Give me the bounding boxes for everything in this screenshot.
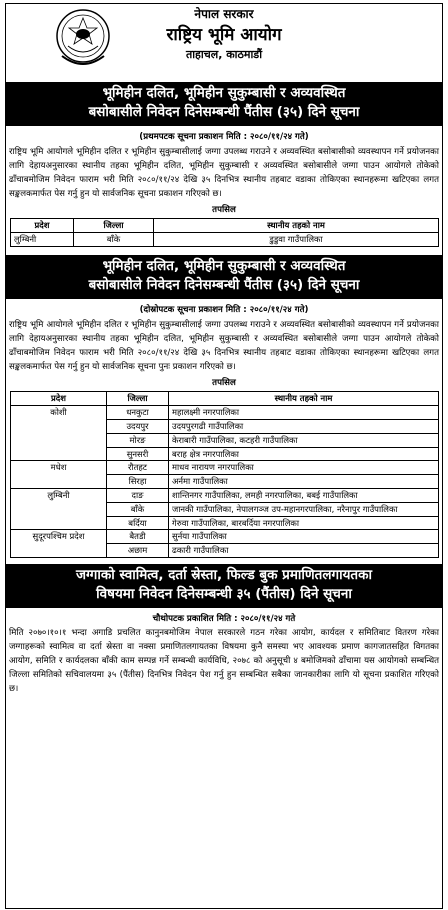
notice-page — [5, 3, 443, 909]
notice2-subtitle: (दोस्रोपटक सूचना प्रकाशन मिति : २०८०/११/२४ गते) — [139, 304, 309, 315]
commission-name: राष्ट्रिय भूमि आयोग — [166, 25, 282, 45]
district-cell: सुनसरी — [107, 447, 169, 461]
province-cell — [11, 502, 107, 516]
table-row — [11, 419, 439, 433]
table-row — [11, 516, 439, 530]
notice3-title — [6, 564, 442, 608]
table-row — [11, 502, 439, 516]
district-cell: सिरहा — [107, 475, 169, 489]
local-level-cell: माधव नारायण नगरपालिका — [169, 461, 439, 475]
table-row — [11, 233, 439, 247]
province-cell: लुम्बिनी — [11, 488, 107, 502]
table-row — [11, 544, 439, 558]
column-header: प्रदेश — [11, 392, 107, 406]
province-cell — [11, 419, 107, 433]
province-cell — [11, 516, 107, 530]
district-cell: अछाम — [107, 544, 169, 558]
notice3-subtitle: चौथोपटक प्रकाशित मिति : २०८०/११/२४ गते — [152, 613, 296, 624]
notice1-body: राष्ट्रिय भूमि आयोगले भूमिहीन दलित र भूमिहीन सुकुम्बासीलाई जग्गा उपलब्ध गराउने र अव्यवस्थित बसोबासीको व्यवस्थापन गर्ने प्रयोजनका लागि देहायअनुसारका स्थानीय तहका भूमिहीन दलित, भूमिहीन सुकुम्बासी र अव्यवस्थित बसोबासीले जग्गा पाउन आयोगले तोकेको ढाँचाबमोजिम निवेदन फाराम भरी मिति २०८०/११/२४ देखि ३५ दिनभित्र स्थानीय तहबाट वडाका तोकिएका स्थानहरूमा खटिएका लगत सङ्कलकमार्फत पेस गर्नु हुन यो सार्वजनिक सूचना प्रकाशन गरिएको छ। — [9, 147, 439, 200]
notice3-title-line1: जग्गाको स्वामित्व, दर्ता स्रेस्ता, फिल्ड बुक प्रमाणितलगायतका — [76, 566, 372, 583]
table-row — [11, 475, 439, 489]
commission-address: ताहाचल, काठमाडौं — [185, 48, 263, 61]
notice2-title-line2: बसोबासीले निवेदन दिनेसम्बन्धी पैंतीस (३५) दिने सूचना — [88, 276, 360, 293]
table-row — [11, 447, 439, 461]
local-level-cell: केराबारी गाउँपालिका, कटहरी गाउँपालिका — [169, 433, 439, 447]
province-cell: कोशी — [11, 406, 107, 420]
local-level-cell: गेरुवा गाउँपालिका, बारबर्दिया नगरपालिका — [169, 516, 439, 530]
table-header-row — [11, 219, 439, 233]
province-cell — [11, 475, 107, 489]
table-row — [11, 406, 439, 420]
notice1-table-caption: तपसिल — [212, 205, 236, 216]
table-row — [11, 488, 439, 502]
district-cell: रौतहट — [107, 461, 169, 475]
notice1-table — [10, 218, 439, 247]
notice1-subtitle: (प्रथमपटक सूचना प्रकाशन मिति : २०८०/११/२४ गते) — [139, 132, 309, 142]
notice1-title — [6, 82, 442, 126]
local-level-cell: महालक्ष्मी नगरपालिका — [169, 406, 439, 420]
column-header: जिल्ला — [107, 392, 169, 406]
local-level-cell: जानकी गाउँपालिका, नेपालगञ्ज उप-महानगरपालिका, नरैनापुर गाउँपालिका — [169, 502, 439, 516]
local-level-cell: अर्नमा गाउँपालिका — [169, 475, 439, 489]
column-header: स्थानीय तहको नाम — [154, 219, 439, 233]
notice1-title-line1: भूमिहीन दलित, भूमिहीन सुकुम्बासी र अव्यवस्थित — [102, 85, 346, 101]
column-header: प्रदेश — [11, 219, 74, 233]
local-level-cell: बराह क्षेत्र नगरपालिका — [169, 447, 439, 461]
page-header — [6, 4, 442, 82]
notice2-body: राष्ट्रिय भूमि आयोगले भूमिहीन दलित र भूमिहीन सुकुम्बासीलाई जग्गा उपलब्ध गराउने र अव्यवस्थित बसोबासीको व्यवस्थापन गर्ने प्रयोजनका लागि देहायअनुसारका स्थानीय तहका भूमिहीन दलित, भूमिहीन सुकुम्बासी र अव्यवस्थित बसोबासीले जग्गा पाउन आयोगले तोकेको ढाँचाबमोजिम निवेदन फाराम भरी मिति २०८०/११/२४ देखि ३५ दिनभित्र स्थानीय तहबाट वडाका तोकिएका स्थानहरूमा खटिएका लगत सङ्कलकमार्फत पेस गर्नु हुन यो सार्वजनिक सूचना पुनः प्रकाशन गरिएको छ। — [9, 319, 439, 373]
table-header-row — [11, 392, 439, 406]
notice3-body: मिति २०७०।१०।१ भन्दा अगाडि प्रचलित कानुनबमोजिम नेपाल सरकारले गठन गरेका आयोग, कार्यदल र समितिबाट वितरण गरेका जग्गाहरूको स्वामित्व वा दर्ता स्रेस्ता वा नक्सा प्रमाणितलगायतका विषयमा कुनै समस्या भए आवश्यक प्रमाण कागजातसहित विगतका आयोग, समिति र कार्यदलका बाँकी काम सम्पन्न गर्ने सम्बन्धी कार्यविधि, २०७८ को अनुसूची ४ बमोजिमको ढाँचामा यस आयोगको सम्बन्धित जिल्ला समितिको सचिवालयमा ३५ (पैंतीस) दिनभित्र निवेदन पेश गर्नु हुन सम्बन्धित सबैका जानकारीका लागि यो सूचना प्रकाशित गरिएको छ। — [9, 627, 439, 695]
table-row — [11, 530, 439, 544]
province-cell — [11, 433, 107, 447]
table-row — [11, 461, 439, 475]
notice2-table-caption: तपसिल — [212, 378, 236, 389]
district-cell: मोरङ — [107, 433, 169, 447]
province-cell: लुम्बिनी — [11, 233, 74, 247]
government-name: नेपाल सरकार — [194, 7, 254, 21]
district-cell: बर्दिया — [107, 516, 169, 530]
district-cell: बाँके — [107, 502, 169, 516]
notice2-table — [10, 391, 439, 558]
district-cell: बैतडी — [107, 530, 169, 544]
province-cell — [11, 447, 107, 461]
province-cell: मधेश — [11, 461, 107, 475]
notice1-title-line2: बसोबासीले निवेदन दिनेसम्बन्धी पैंतीस (३५) दिने सूचना — [88, 104, 360, 120]
district-cell: दाङ — [107, 488, 169, 502]
district-cell: धनकुटा — [107, 406, 169, 420]
local-level-cell: ढकारी गाउँपालिका — [169, 544, 439, 558]
column-header: जिल्ला — [74, 219, 154, 233]
local-level-cell: शान्तिनगर गाउँपालिका, लमही नगरपालिका, बबई गाउँपालिका — [169, 488, 439, 502]
district-cell: उदयपुर — [107, 419, 169, 433]
local-level-cell: डुडुवा गाउँपालिका — [154, 233, 439, 247]
table-row — [11, 433, 439, 447]
local-level-cell: उदयपुरगढी गाउँपालिका — [169, 419, 439, 433]
province-cell: सुदूरपश्चिम प्रदेश — [11, 530, 107, 544]
province-cell — [11, 544, 107, 558]
notice2-title — [6, 255, 442, 299]
notice3-title-line2: विषयमा निवेदन दिनेसम्बन्धी ३५ (पैंतीस) दिने सूचना — [96, 585, 352, 602]
column-header: स्थानीय तहको नाम — [169, 392, 439, 406]
local-level-cell: सुर्नया गाउँपालिका — [169, 530, 439, 544]
notice2-title-line1: भूमिहीन दलित, भूमिहीन सुकुम्बासी र अव्यवस्थित — [102, 257, 346, 274]
district-cell: बाँके — [74, 233, 154, 247]
